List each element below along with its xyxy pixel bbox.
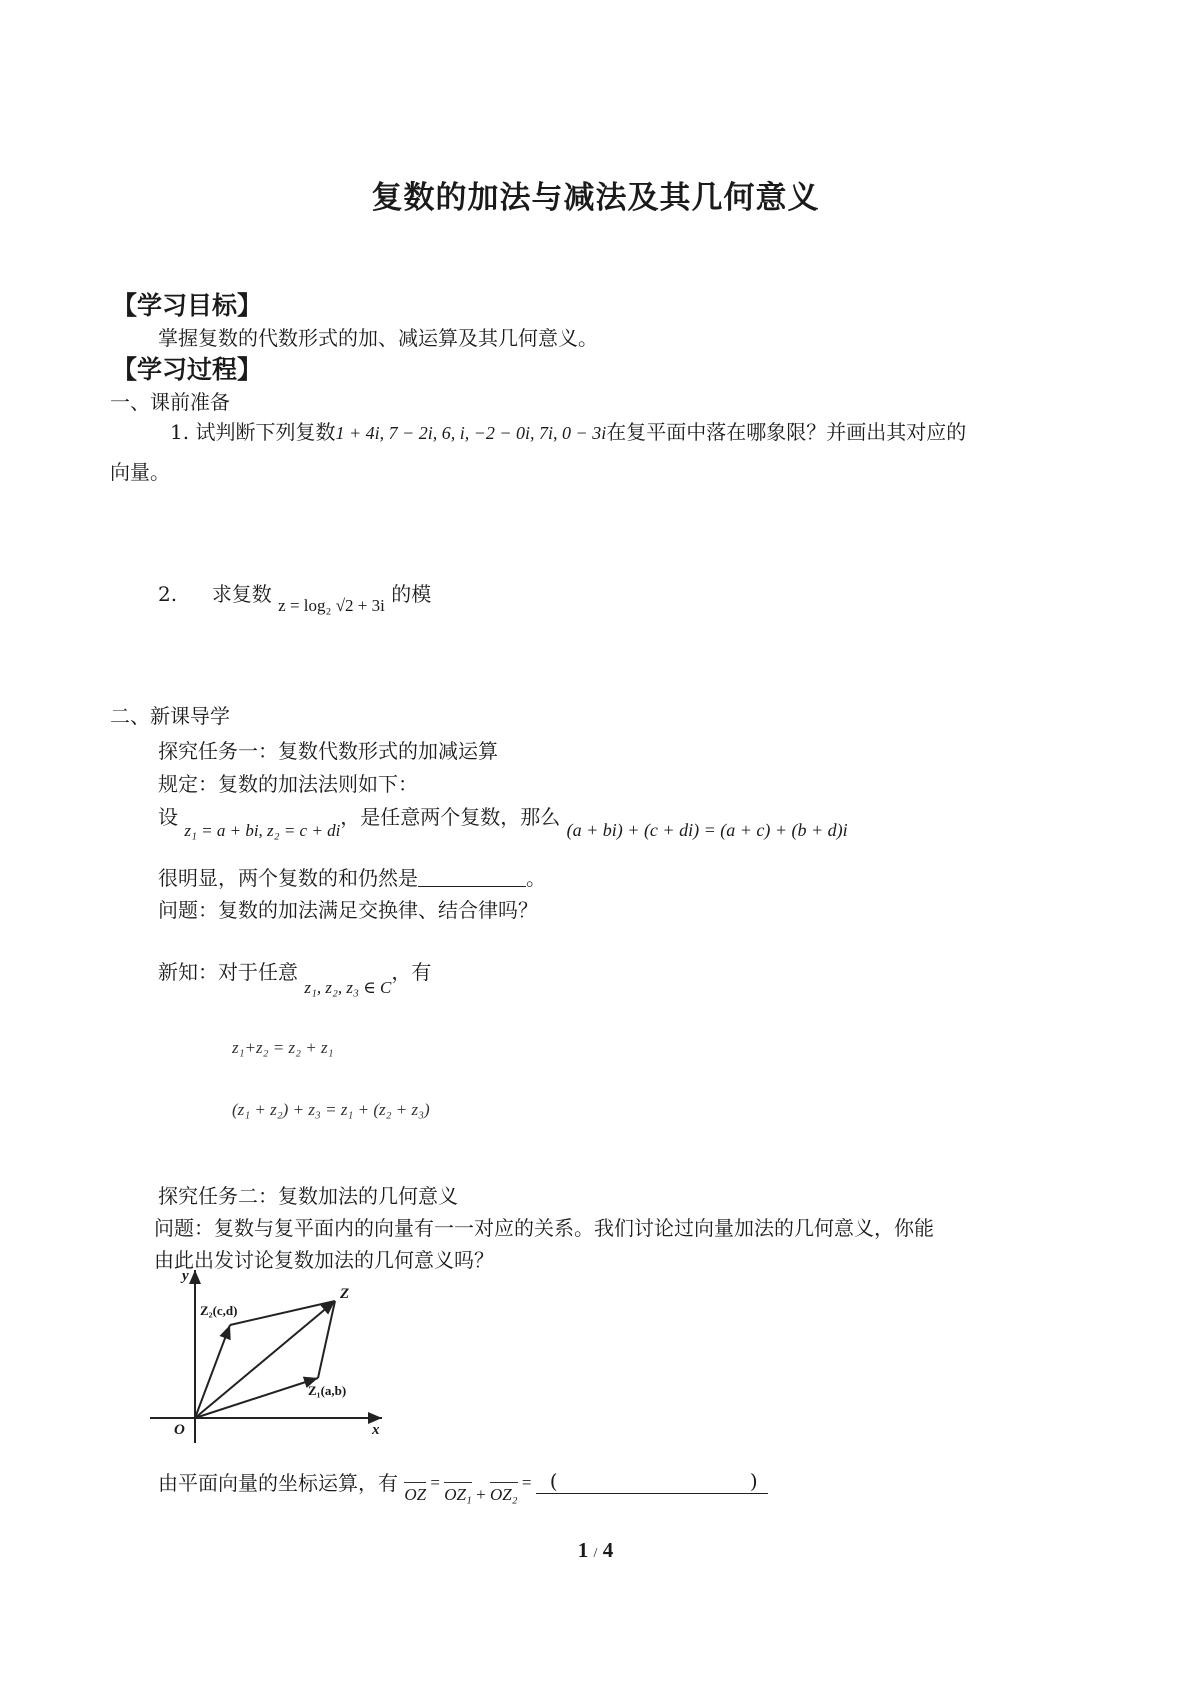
item2-math: z = log₂ √2 + 3i	[278, 596, 385, 615]
item1-prefix: 1. 试判断下列复数	[170, 420, 336, 444]
y-axis-label: y	[182, 1268, 189, 1284]
obvious-line	[158, 862, 546, 891]
obvious-suffix: 。	[526, 866, 546, 890]
new-knowledge-math: z₁, z₂, z₃ ∈ C	[304, 978, 392, 997]
parallelogram-diagram	[150, 1268, 390, 1448]
section1-heading: 一、课前准备	[110, 390, 230, 414]
item1-line	[170, 416, 966, 445]
coordinate-answer-blank[interactable]: ( )	[536, 1469, 768, 1494]
obvious-prefix: 很明显，两个复数的和仍然是	[158, 866, 418, 890]
item2-prefix: 求复数	[211, 582, 272, 606]
item1-math: 1 + 4i, 7 − 2i, 6, i, −2 − 0i, 7i, 0 − 3i	[335, 423, 607, 443]
vector-oz2: OZ₂	[490, 1482, 518, 1505]
answer-blank[interactable]	[418, 866, 526, 887]
z2-point-label: Z₂(c,d)	[200, 1303, 238, 1318]
page-number: 1 / 4	[577, 1538, 614, 1562]
task1-question: 问题：复数的加法满足交换律、结合律吗？	[158, 898, 538, 922]
new-knowledge-prefix: 新知：对于任意	[158, 960, 298, 984]
addition-formula: (a + bi) + (c + di) = (a + c) + (b + d)i	[566, 820, 848, 840]
conclusion-prefix: 由平面向量的坐标运算，有	[158, 1471, 398, 1495]
task2-title: 探究任务二：复数加法的几何意义	[158, 1184, 458, 1208]
x-axis-label: x	[372, 1422, 380, 1438]
item1-suffix: 在复平面中落在哪象限？并画出其对应的	[606, 420, 967, 444]
task2-question-line2: 由此出发讨论复数加法的几何意义吗？	[154, 1248, 494, 1272]
item2-line	[158, 578, 432, 615]
vector-oz: OZ	[404, 1482, 426, 1505]
page-title: 复数的加法与减法及其几何意义	[371, 180, 820, 216]
new-knowledge-suffix: ，有	[391, 960, 432, 984]
let-prefix: 设	[158, 805, 178, 829]
z1-point-label: Z₁(a,b)	[308, 1383, 347, 1398]
associative-law: (z₁ + z₂) + z₃ = z₁ + (z₂ + z₃)	[232, 1100, 430, 1119]
commutative-law: z₁+z₂ = z₂ + z₁	[232, 1038, 334, 1057]
let-math: z₁ = a + bi, z₂ = c + di	[184, 821, 341, 840]
process-heading: 【学习过程】	[112, 355, 263, 384]
objectives-text: 掌握复数的代数形式的加、减运算及其几何意义。	[158, 326, 598, 350]
origin-label: O	[174, 1422, 185, 1438]
conclusion-line: 由平面向量的坐标运算，有 $_{OZ = OZ_1 + OZ_2 =}$ ( )	[158, 1467, 768, 1496]
item1-continuation: 向量。	[110, 460, 170, 484]
task1-rule: 规定：复数的加法法则如下：	[158, 772, 418, 796]
task1-title: 探究任务一：复数代数形式的加减运算	[158, 739, 498, 763]
item2-suffix: 的模	[391, 582, 432, 606]
let-middle: ，是任意两个复数，那么	[340, 805, 561, 829]
task2-question-line1: 问题：复数与复平面内的向量有一一对应的关系。我们讨论过向量加法的几何意义，你能	[154, 1216, 934, 1240]
task1-let-line	[158, 801, 848, 840]
objectives-heading: 【学习目标】	[112, 291, 263, 320]
section2-heading: 二、新课导学	[110, 704, 230, 728]
item2-number: 2.	[158, 582, 178, 606]
vector-oz1: OZ₁	[444, 1482, 472, 1505]
z-point-label: Z	[340, 1286, 350, 1302]
